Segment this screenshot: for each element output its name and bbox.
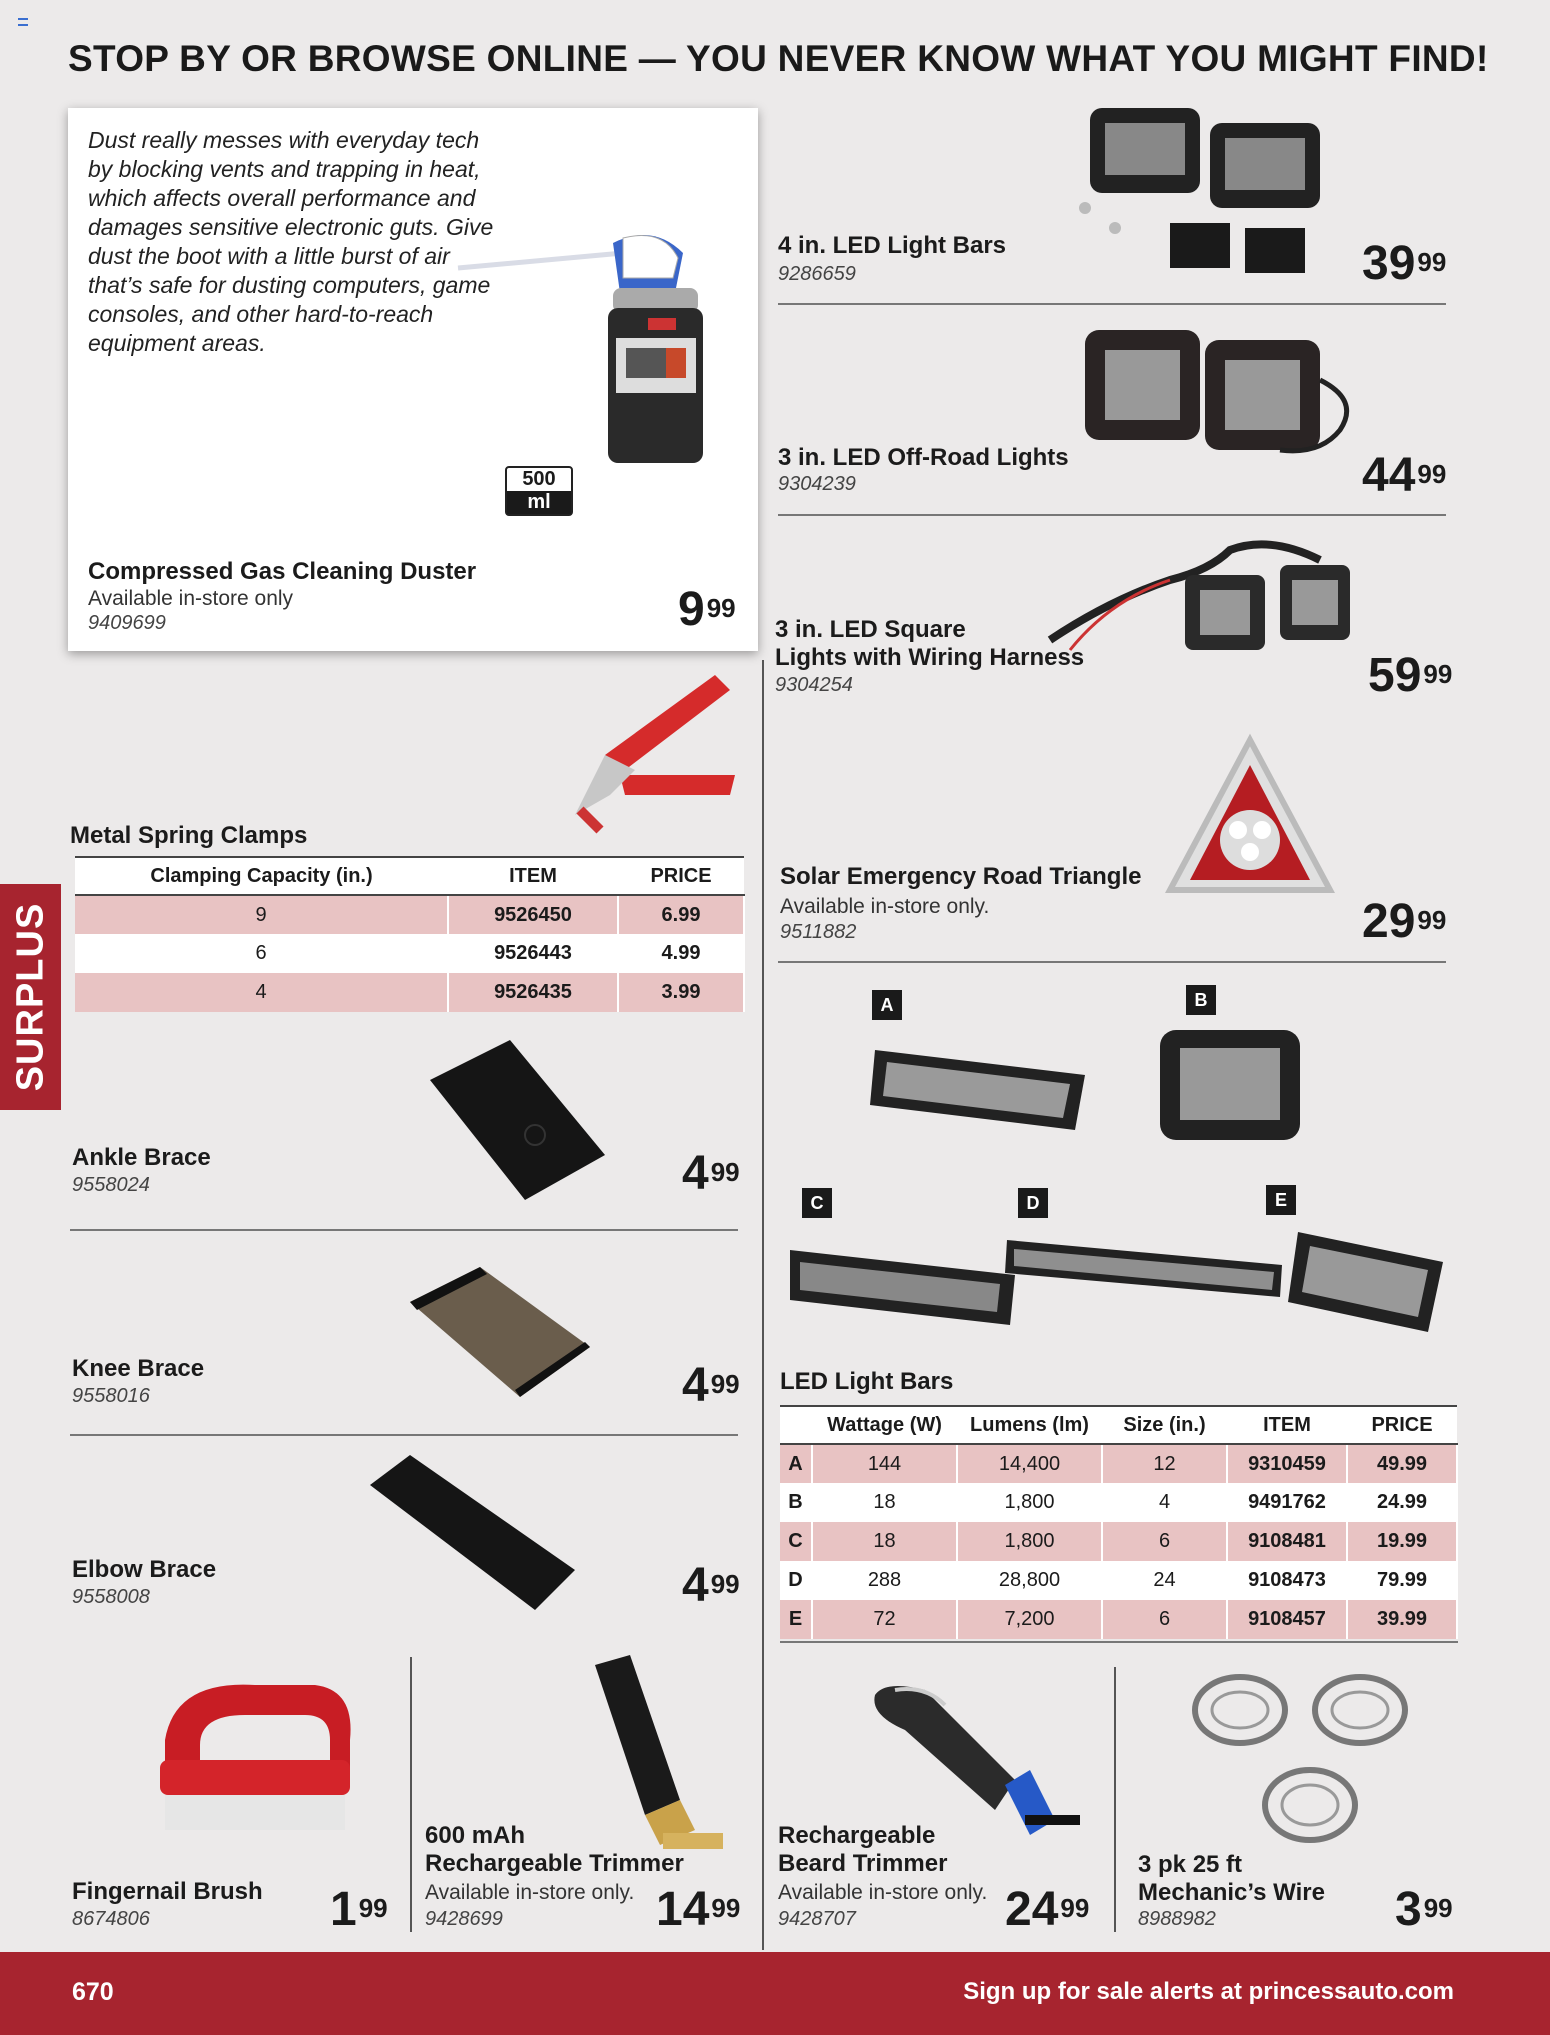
led-light-bars-table: Wattage (W) Lumens (lm) Size (in.) ITEM PRICE A 144 14,400 12 9310459 49.99 B 18 1,800 4 9491762 24.99 C 18 1,800 6 9108481 19.99 D 288 28,800 24 9108473 79.99 E 72 7,200 6 9108457 39.99 [780,1405,1458,1639]
mechanics-wire-name-2: Mechanic’s Wire [1138,1879,1325,1906]
offroad-lights-price: $44^{99}$ [1362,449,1447,502]
square-lights-sku: 9304254 [775,674,853,696]
duster-sku: 9409699 [88,612,166,634]
page-headline: STOP BY OR BROWSE ONLINE — YOU NEVER KNOW WHAT YOU MIGHT FIND! [68,38,1489,79]
road-triangle-price: $29^{99}$ [1362,895,1447,948]
table-row: E 72 7,200 6 9108457 39.99 [780,1600,1457,1639]
duster-note: Available in-store only [88,587,294,610]
clamps-title: Metal Spring Clamps [70,822,308,849]
fingernail-brush-sku: 8674806 [72,1908,150,1930]
elbow-brace-name: Elbow Brace [72,1556,217,1583]
divider [778,514,1446,516]
knee-brace-name: Knee Brace [72,1355,205,1382]
square-lights-name-1: 3 in. LED Square [775,616,966,643]
trimmer-sku: 9428699 [425,1908,503,1930]
table-row: 9 9526450 6.99 [75,895,744,934]
table-row: A 144 14,400 12 9310459 49.99 [780,1444,1457,1483]
beard-trimmer-name-1: Rechargeable [778,1822,936,1849]
led-bars-4in-name: 4 in. LED Light Bars [778,232,1007,259]
led-bar-c-image [785,1240,1020,1335]
offroad-lights-sku: 9304239 [778,473,856,495]
offroad-lights-name: 3 in. LED Off-Road Lights [778,444,1069,471]
divider [70,1434,738,1436]
elbow-brace-price: $4^{99}$ [682,1559,740,1612]
menu-icon[interactable] [18,18,28,26]
beard-trimmer-name-2: Beard Trimmer [778,1850,948,1877]
table-row: C 18 1,800 6 9108481 19.99 [780,1522,1457,1561]
ankle-brace-image [420,1035,610,1205]
trimmer-price: $14^{99}$ [656,1883,741,1936]
trimmer-name-2: Rechargeable Trimmer [425,1850,684,1877]
variant-tag-a: A [872,990,902,1020]
variant-tag-b: B [1186,985,1216,1015]
offroad-lights-image [1070,320,1370,490]
section-tab [0,884,61,1110]
knee-brace-price: $4^{99}$ [682,1359,740,1412]
elbow-brace-sku: 9558008 [72,1586,150,1608]
mechanics-wire-sku: 8988982 [1138,1908,1216,1930]
footer-sale-alerts-link[interactable]: Sign up for sale alerts at princessauto.com [963,1978,1454,2005]
led-table-title: LED Light Bars [780,1368,954,1395]
square-lights-name-2: Lights with Wiring Harness [775,644,1085,671]
road-triangle-name: Solar Emergency Road Triangle [780,863,1142,890]
fingernail-brush-name: Fingernail Brush [72,1878,263,1905]
led-bars-4in-image [1070,98,1340,288]
divider [780,1641,1458,1643]
rechargeable-trimmer-image [585,1655,745,1855]
duster-price: $9^{99}$ [678,583,736,636]
section-tab-label: SURPLUS [9,902,51,1092]
road-triangle-image [1150,730,1340,920]
duster-card[interactable] [68,108,758,651]
spring-clamp-image [565,670,745,840]
led-bar-a-image [865,1030,1095,1140]
square-lights-harness-image [1040,530,1350,660]
table-row: B 18 1,800 4 9491762 24.99 [780,1483,1457,1522]
duster-can-image [448,168,788,468]
size-badge: 500 ml [505,466,573,516]
led-bars-4in-sku: 9286659 [778,263,856,285]
beard-trimmer-sku: 9428707 [778,1908,856,1930]
fingernail-brush-price: $1^{99}$ [330,1883,388,1936]
ankle-brace-sku: 9558024 [72,1174,150,1196]
duster-name: Compressed Gas Cleaning Duster [88,558,477,585]
led-bar-d-image [1002,1235,1287,1315]
table-row: D 288 28,800 24 9108473 79.99 [780,1561,1457,1600]
column-divider [1114,1667,1116,1932]
road-triangle-sku: 9511882 [780,921,857,943]
spring-clamps-table: Clamping Capacity (in.) ITEM PRICE 9 9526450 6.99 6 9526443 4.99 4 9526435 3.99 [75,856,745,1012]
knee-brace-sku: 9558016 [72,1385,150,1407]
mechanics-wire-name-1: 3 pk 25 ft [1138,1851,1243,1878]
divider [778,961,1446,963]
beard-trimmer-price: $24^{99}$ [1005,1883,1090,1936]
led-bars-4in-price: $39^{99}$ [1362,237,1447,290]
variant-tag-c: C [802,1188,832,1218]
column-divider [410,1657,412,1932]
fingernail-brush-image [145,1660,360,1835]
column-divider [762,660,764,1950]
duster-description: Dust really messes with everyday tech by blocking vents and trapping in heat, which affects overall performance and damages sensitive electronic guts. Give dust the boot with a little burst of air that’s safe for dusting computers, game consoles, and other hard-to-reach equipment areas. [88,127,494,356]
ankle-brace-name: Ankle Brace [72,1144,211,1171]
variant-tag-e: E [1266,1185,1296,1215]
mechanics-wire-price: $3^{99}$ [1395,1883,1453,1936]
road-triangle-note: Available in-store only. [780,895,990,918]
trimmer-note: Available in-store only. [425,1881,635,1904]
page-footer [0,1952,1550,2035]
table-row: 6 9526443 4.99 [75,934,744,973]
divider [778,303,1446,305]
led-bar-e-image [1288,1222,1448,1342]
page-number: 670 [72,1978,114,2006]
beard-trimmer-note: Available in-store only. [778,1881,988,1904]
led-bar-b-image [1150,1020,1320,1160]
trimmer-name-1: 600 mAh [425,1822,526,1849]
elbow-brace-image [365,1450,580,1615]
table-row: 4 9526435 3.99 [75,973,744,1012]
square-lights-price: $59^{99}$ [1368,649,1453,702]
knee-brace-image [405,1262,595,1402]
divider [70,1229,738,1231]
variant-tag-d: D [1018,1188,1048,1218]
mechanics-wire-image [1185,1665,1425,1860]
ankle-brace-price: $4^{99}$ [682,1147,740,1200]
